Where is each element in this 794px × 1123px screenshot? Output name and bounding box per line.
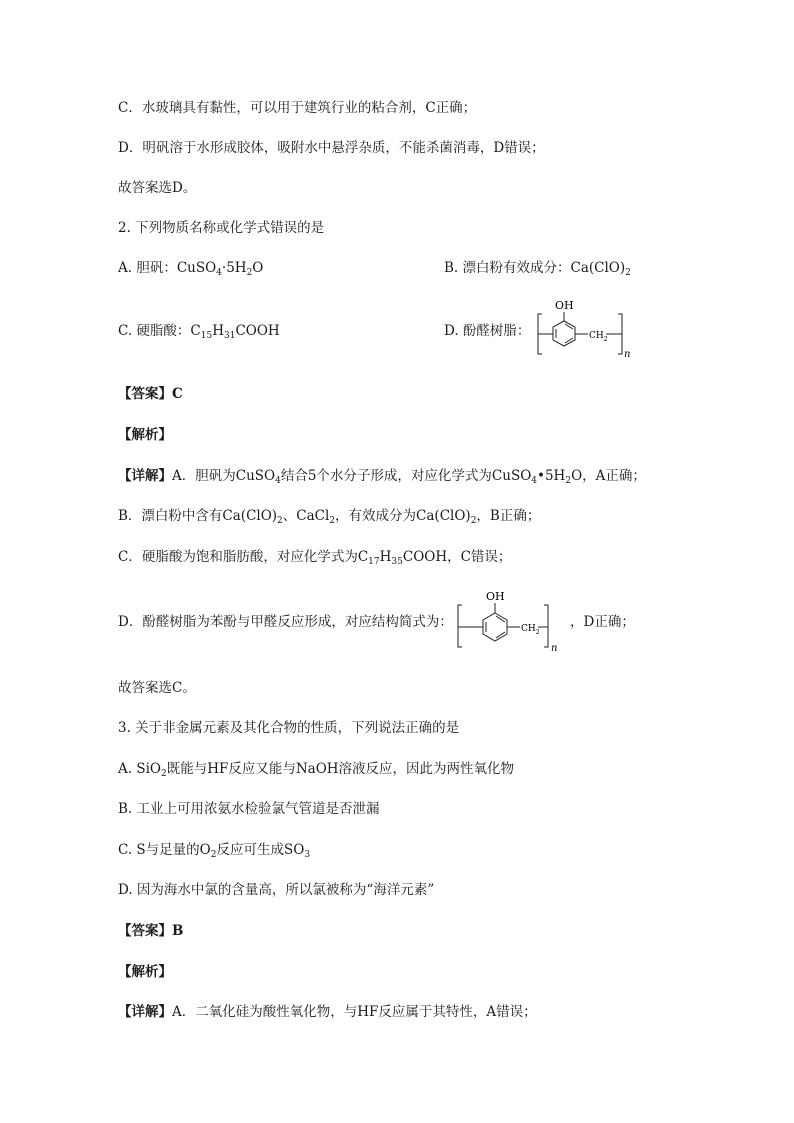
text-line: 故答案选D。 [118,180,197,196]
analysis-2: 【解析】 [118,427,172,443]
question-3: 3. 关于非金属元素及其化合物的性质，下列说法正确的是 [118,720,460,736]
n-label: n [624,349,631,360]
option-2d: D. 酚醛树脂： [444,323,531,339]
option-3c: C. S与足量的$O_2$反应可生成$SO_3$ [118,842,311,860]
answer-3: 【答案】B [118,923,184,939]
oh-label: OH [486,590,505,603]
detail-line: D．酚醛树脂为苯酚与甲醛反应形成，对应结构简式为： [118,614,453,630]
answer-2: 【答案】C [118,386,183,402]
phenolic-resin-structure [456,585,566,655]
oh-label: OH [555,299,574,312]
option-3d: D. 因为海水中氯的含量高，所以氯被称为“海洋元素” [118,882,435,898]
detail-line: 【详解】A．胆矾为CuSO$_4$结合5个水分子形成，对应化学式为$CuSO_4•5H_2O$，A正确； [118,468,646,486]
option-2a: A. 胆矾：$CuSO_4\cdot 5H_2O$ [118,260,264,278]
phenolic-resin-structure [536,294,640,360]
option-3a: A. SiO$_2$既能与HF反应又能与NaOH溶液反应，因此为两性氧化物 [118,761,515,779]
option-3b: B. 工业上可用浓氨水检验氯气管道是否泄漏 [118,801,380,817]
question-2: 2. 下列物质名称或化学式错误的是 [118,220,325,236]
detail-line: 【详解】A．二氧化硅为酸性氧化物，与HF反应属于其特性，A错误； [118,1004,537,1020]
ch2-label: $CH_2$ [521,624,540,636]
ch2-label: $CH_2$ [589,331,608,343]
text-line: C．水玻璃具有黏性，可以用于建筑行业的粘合剂，C正确； [118,100,477,116]
detail-line: C．硬脂酸为饱和脂肪酸，对应化学式为$C_{17}H_{35}COOH$，C错误； [118,549,512,567]
detail-line-end: ，D正确； [570,614,635,630]
option-2c: C. 硬脂酸：$C_{15}H_{31}COOH$ [118,323,280,341]
n-label: n [551,643,558,654]
detail-line: B．漂白粉中含有$Ca(ClO)_2$、CaCl$_2$，有效成分为$Ca(ClO)_2$，B正确； [118,508,541,526]
text-line: 故答案选C。 [118,680,196,696]
option-2b: B. 漂白粉有效成分：$Ca(ClO)_2$ [444,260,631,278]
text-line: D．明矾溶于水形成胶体，吸附水中悬浮杂质，不能杀菌消毒，D错误； [118,140,545,156]
analysis-3: 【解析】 [118,964,172,980]
